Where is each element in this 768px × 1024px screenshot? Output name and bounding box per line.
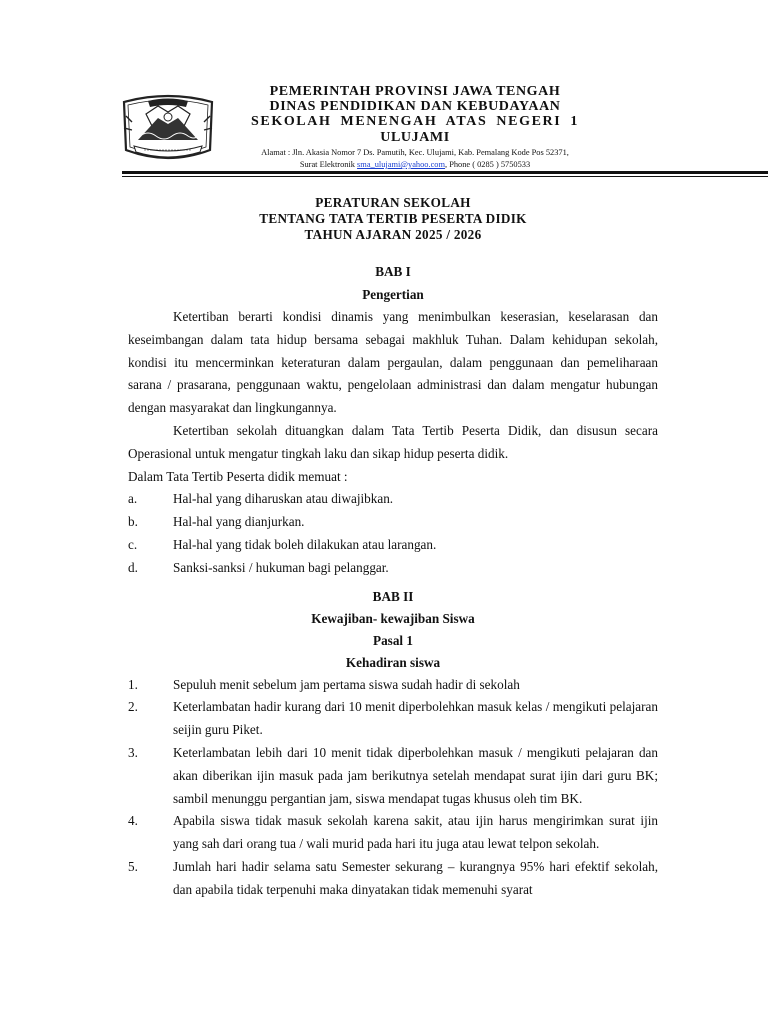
school-location: ULUJAMI <box>380 130 450 145</box>
list-item <box>128 557 658 580</box>
list-text: Jumlah hari hadir selama satu Semester sekurang – kurangnya 95% hari efektif sekolah, dan apabila tidak terpenuhi maka dinyatakan tidak memenuhi syarat <box>173 858 658 897</box>
school-name: SEKOLAH MENENGAH ATAS NEGERI 1 <box>251 114 579 129</box>
email-prefix: Surat Elektronik <box>299 160 358 169</box>
bab2-subheading: Kewajiban- kewajiban Siswa <box>311 610 475 626</box>
list-text: Hal-hal yang tidak boleh dilakukan atau larangan. <box>173 536 437 552</box>
document-body <box>128 262 658 902</box>
email-link[interactable]: sma_ulujami@yahoo.com <box>357 160 446 169</box>
document-title <box>200 195 586 243</box>
department-name: DINAS PENDIDIKAN DAN KEBUDAYAAN <box>269 99 561 114</box>
agency-name: PEMERINTAH PROVINSI JAWA TENGAH <box>269 84 561 99</box>
list-item <box>128 810 658 856</box>
list-text: Apabila siswa tidak masuk sekolah karena sakit, atau ijin harus mengirimkan surat ijin yang sah dari orang tua / wali murid pada hari itu juga atau lewat telpon sekolah. <box>173 813 658 852</box>
school-address: Alamat : Jln. Akasia Nomor 7 Ds. Pamutih, Kec. Ulujami, Kab. Pemalang Kode Pos 52371, <box>261 148 569 157</box>
list-marker: a. <box>128 491 138 507</box>
list-marker: 3. <box>128 744 138 760</box>
list-text: Keterlambatan hadir kurang dari 10 menit diperbolehkan masuk kelas / mengikuti pelajaran seijin guru Piket. <box>173 699 658 738</box>
letterhead-rule-thin <box>122 176 768 177</box>
list-item <box>128 511 658 534</box>
title-line-1: PERATURAN SEKOLAH <box>315 195 471 210</box>
list-item <box>128 674 658 697</box>
list-marker: 2. <box>128 699 138 715</box>
letterhead <box>0 0 768 185</box>
bab1-subheading: Pengertian <box>362 287 424 302</box>
list-text: Hal-hal yang dianjurkan. <box>173 514 305 530</box>
bab1-paragraph-1: Ketertiban berarti kondisi dinamis yang menimbulkan keserasian, keselarasan dan keseimbangan dalam tata hidup bersama sebagai makhluk Tuhan. Dalam kehidupan sekolah, kondisi itu mencerminkan keteraturan dalam pergaulan, dalam penggunaan dan pemeliharaan sarana / prasarana, penggunaan waktu, pengelolaan administrasi dan dalam mengatur hubungan dengan masyarakat dan lingkungannya. <box>128 309 658 416</box>
list-marker: b. <box>128 514 138 530</box>
pasal-heading: Pasal 1 <box>373 632 413 648</box>
contact-line <box>225 159 605 170</box>
list-item <box>128 488 658 511</box>
list-text: Sepuluh menit sebelum jam pertama siswa sudah hadir di sekolah <box>173 676 520 692</box>
list-item <box>128 742 658 810</box>
list-text: Sanksi-sanksi / hukuman bagi pelanggar. <box>173 559 389 575</box>
list-marker: 1. <box>128 676 138 692</box>
list-marker: c. <box>128 536 138 552</box>
bab1-heading: BAB I <box>375 264 411 279</box>
list-item <box>128 534 658 557</box>
list-marker: d. <box>128 559 138 575</box>
list-text: Hal-hal yang diharuskan atau diwajibkan. <box>173 491 394 507</box>
pasal-title: Kehadiran siswa <box>345 654 441 670</box>
title-line-2: TENTANG TATA TERTIB PESERTA DIDIK <box>259 211 527 226</box>
bab1-paragraph-3: Dalam Tata Tertib Peserta didik memuat : <box>128 468 348 484</box>
list-item <box>128 856 658 902</box>
bab1-paragraph-2: Ketertiban sekolah dituangkan dalam Tata Tertib Peserta Didik, dan disusun secara Operasional untuk mengatur tingkah laku dan sikap hidup peserta didik. <box>128 422 658 461</box>
phone-number: , Phone ( 0285 ) 5750533 <box>445 160 531 169</box>
list-marker: 5. <box>128 858 138 874</box>
jawa-tengah-emblem-icon <box>118 92 218 164</box>
list-text: Keterlambatan lebih dari 10 menit tidak diperbolehkan masuk / mengikuti pelajaran dan akan diberikan ijin masuk pada jam berikutnya setelah mendapat surat ijin dari guru BK; sambil menunggu pergantian jam, siswa mendapat tugas khusus oleh tim BK. <box>173 744 658 806</box>
title-line-3: TAHUN AJARAN 2025 / 2026 <box>304 227 482 242</box>
letterhead-rule-thick <box>122 171 768 174</box>
list-marker: 4. <box>128 813 138 829</box>
bab2-heading: BAB II <box>372 588 414 604</box>
list-item <box>128 696 658 742</box>
